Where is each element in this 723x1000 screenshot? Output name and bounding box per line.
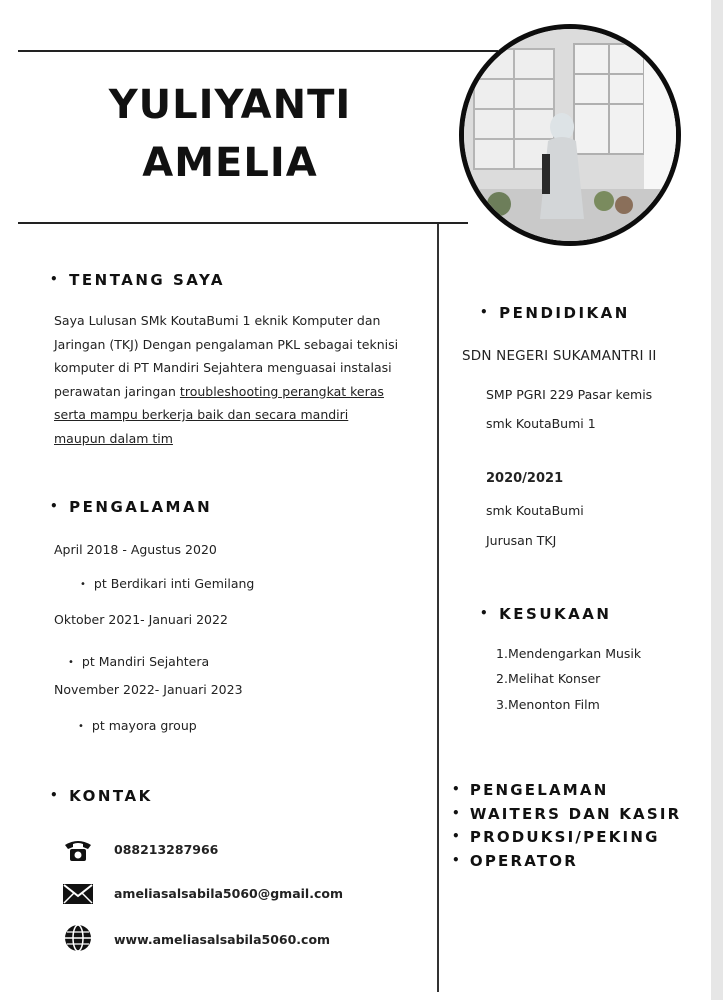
extra-item-3-text: PRODUKSI/PEKING: [469, 828, 660, 846]
extra-item-4-text: OPERATOR: [469, 852, 578, 870]
contact-email[interactable]: ameliasalsabila5060@gmail.com: [114, 886, 343, 901]
contact-heading-text: KONTAK: [69, 787, 153, 805]
experience-company-3-text: pt mayora group: [91, 718, 197, 733]
hobby-number: 1.: [496, 646, 508, 661]
name-first: YULIYANTI: [108, 82, 352, 128]
bullet-dot: •: [480, 606, 491, 620]
experience-company-1-text: pt Berdikari inti Gemilang: [93, 576, 255, 591]
email-icon: [62, 880, 94, 908]
hobby-text: Mendengarkan Musik: [507, 646, 642, 661]
contact-phone[interactable]: 088213287966: [114, 842, 219, 857]
extra-item-2-text: WAITERS DAN KASIR: [469, 805, 682, 823]
about-line-6: maupun dalam tim: [54, 430, 173, 446]
experience-period-2: Oktober 2021- Januari 2022: [54, 612, 228, 627]
bullet-dot: •: [452, 782, 462, 796]
header-top-rule: [18, 50, 498, 52]
contact-heading: [50, 787, 153, 805]
about-heading: [50, 271, 225, 289]
bullet-dot: •: [80, 579, 86, 590]
experience-period-3: November 2022- Januari 2023: [54, 682, 243, 697]
hobby-item-3: [496, 697, 600, 712]
hobby-item-2: [496, 671, 600, 686]
hobbies-heading-text: KESUKAAN: [499, 605, 612, 623]
education-school-3: smk KoutaBumi 1: [486, 416, 596, 431]
hobby-number: 2.: [496, 671, 508, 686]
bullet-dot: •: [78, 721, 84, 732]
experience-company-1: [80, 576, 254, 591]
globe-icon: [62, 924, 94, 952]
extra-item-2: [452, 805, 681, 823]
education-school-1: SDN NEGERI SUKAMANTRI II: [462, 348, 657, 364]
extra-item-3: [452, 828, 660, 846]
hobby-text: Menonton Film: [507, 697, 600, 712]
experience-heading-text: PENGALAMAN: [69, 498, 213, 516]
bullet-dot: •: [452, 806, 462, 820]
bullet-dot: •: [50, 788, 61, 802]
hobbies-heading: [480, 605, 611, 623]
page-edge: [711, 0, 723, 1000]
header-bottom-rule: [18, 222, 468, 224]
education-major: Jurusan TKJ: [486, 533, 557, 548]
column-divider: [437, 224, 439, 992]
phone-icon: [62, 836, 94, 864]
experience-company-2: [68, 654, 209, 669]
bullet-dot: •: [452, 853, 462, 867]
experience-company-3: [78, 718, 197, 733]
bullet-dot: •: [50, 499, 61, 513]
education-school-4: smk KoutaBumi: [486, 503, 584, 518]
bullet-dot: •: [68, 657, 74, 668]
hobby-item-1: [496, 646, 641, 661]
education-heading-text: PENDIDIKAN: [499, 304, 630, 322]
experience-heading: [50, 498, 212, 516]
contact-website[interactable]: www.ameliasalsabila5060.com: [114, 932, 331, 947]
extra-item-1: [452, 781, 608, 799]
experience-company-2-text: pt Mandiri Sejahtera: [81, 654, 210, 669]
experience-period-1: April 2018 - Agustus 2020: [54, 542, 217, 557]
about-line-3: komputer di PT Mandiri Sejahtera menguasai instalasi: [54, 360, 392, 375]
about-line-4-plain: perawatan jaringan: [54, 383, 180, 399]
bullet-dot: •: [480, 305, 491, 319]
about-heading-text: TENTANG SAYA: [69, 271, 225, 289]
about-line-4: [54, 380, 429, 404]
about-paragraph: [54, 309, 429, 450]
about-line-2: Jaringan (TKJ) Dengan pengalaman PKL sebagai teknisi: [54, 336, 399, 352]
name-last: AMELIA: [142, 140, 318, 186]
extra-item-4: [452, 852, 578, 870]
about-line-5: serta mampu berkerja baik dan secara mandiri: [54, 407, 349, 422]
bullet-dot: •: [452, 829, 462, 843]
profile-photo-illustration: [464, 29, 676, 241]
extra-item-1-text: PENGELAMAN: [469, 781, 609, 799]
education-school-2: SMP PGRI 229 Pasar kemis: [486, 387, 653, 402]
hobby-number: 3.: [496, 697, 508, 712]
education-heading: [480, 304, 630, 322]
hobby-text: Melihat Konser: [507, 671, 601, 686]
about-line-4-underlined: troubleshooting perangkat keras: [179, 383, 384, 399]
education-year: 2020/2021: [486, 471, 564, 486]
profile-photo: [459, 24, 681, 246]
bullet-dot: •: [50, 272, 61, 286]
about-line-1: Saya Lulusan SMk KoutaBumi 1 eknik Komputer dan: [54, 313, 381, 328]
